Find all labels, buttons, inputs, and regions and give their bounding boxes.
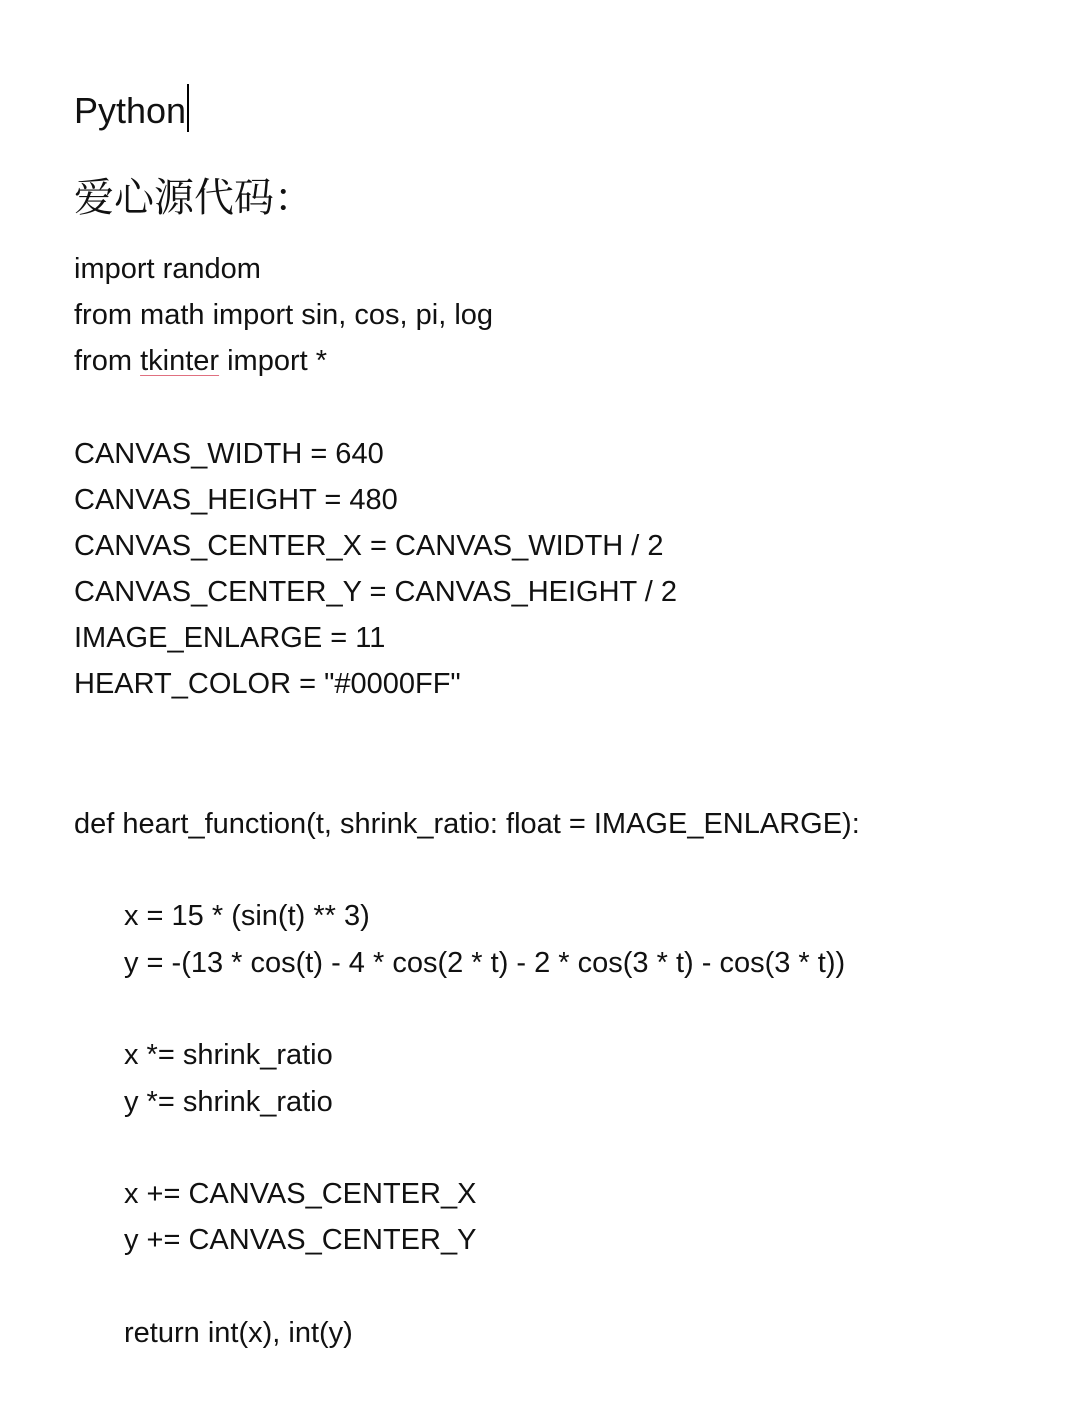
document-subtitle: 爱心源代码：	[74, 175, 314, 221]
code-line-heart-color: HEART_COLOR = "#0000FF"	[74, 668, 461, 700]
code-line-x-assign: x = 15 * (sin(t) ** 3)	[124, 900, 370, 932]
code-line-canvas-center-y: CANVAS_CENTER_Y = CANVAS_HEIGHT / 2	[74, 576, 678, 608]
code-line-x-center: x += CANVAS_CENTER_X	[124, 1178, 477, 1210]
code-line-x-shrink: x *= shrink_ratio	[124, 1039, 333, 1071]
code-line-y-center: y += CANVAS_CENTER_Y	[124, 1224, 477, 1256]
code-line-image-enlarge: IMAGE_ENLARGE = 11	[74, 622, 386, 654]
title-text: Python	[74, 90, 187, 131]
code-line-return: return int(x), int(y)	[124, 1317, 353, 1349]
code-token: import *	[219, 345, 328, 377]
code-line-import-math: from math import sin, cos, pi, log	[74, 299, 494, 331]
code-line-canvas-width: CANVAS_WIDTH = 640	[74, 438, 384, 470]
text-cursor	[187, 84, 189, 132]
code-line-import-tkinter	[74, 343, 327, 379]
spellcheck-underlined-word: tkinter	[140, 345, 220, 377]
code-line-import-random: import random	[74, 253, 261, 285]
code-line-canvas-height: CANVAS_HEIGHT = 480	[74, 484, 398, 516]
document-title[interactable]	[74, 84, 189, 133]
code-line-canvas-center-x: CANVAS_CENTER_X = CANVAS_WIDTH / 2	[74, 530, 664, 562]
code-token: from	[74, 345, 141, 377]
code-line-def-heart-function: def heart_function(t, shrink_ratio: float = IMAGE_ENLARGE):	[74, 808, 860, 840]
code-line-y-assign: y = -(13 * cos(t) - 4 * cos(2 * t) - 2 * cos(3 * t) - cos(3 * t))	[124, 947, 846, 979]
code-line-y-shrink: y *= shrink_ratio	[124, 1086, 333, 1118]
